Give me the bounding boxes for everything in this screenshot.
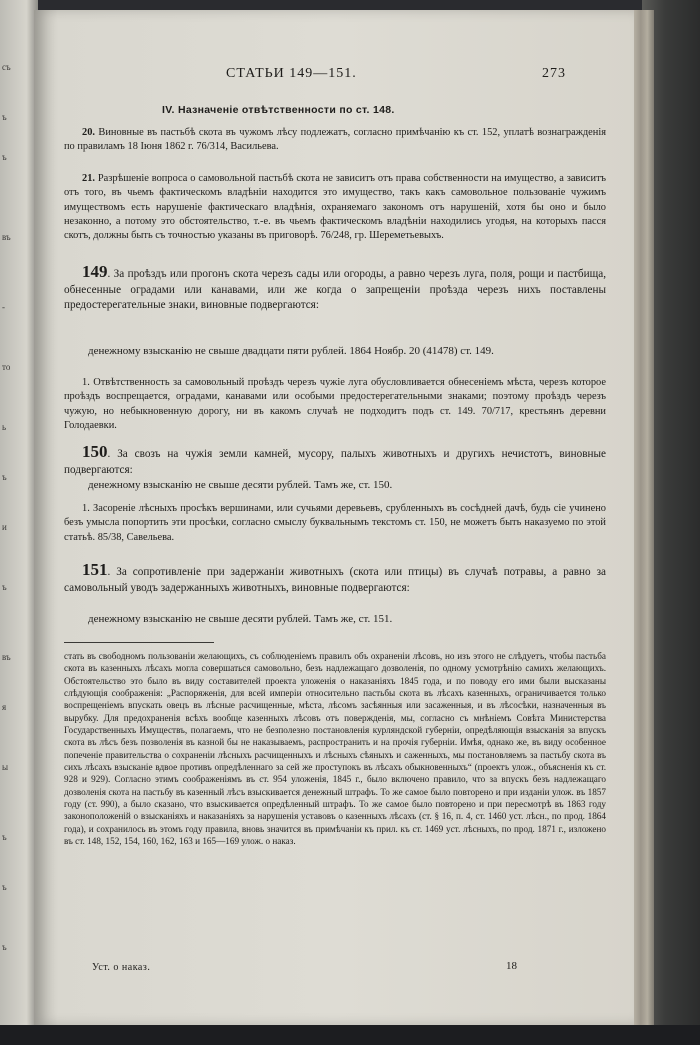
left-page-fragment: ь	[2, 422, 7, 432]
left-page-fragment: съ	[2, 62, 11, 72]
article-number: 150	[82, 442, 108, 461]
left-page-edge	[0, 0, 38, 1045]
note-21	[64, 172, 606, 243]
left-page-fragment: ъ	[2, 832, 7, 842]
article-151-penalty: денежному взысканію не свыше десяти рублей. Тамъ же, ст. 151.	[88, 613, 393, 625]
page-number: 273	[542, 66, 566, 81]
article-149-note-1	[64, 376, 606, 433]
left-page-fragment: ъ	[2, 112, 7, 122]
note-text: Разрѣшеніе вопроса о самовольной пастьбѣ скота не зависитъ отъ права собственности на имущество, а зависитъ отъ того, въ чьемъ фактическомъ владѣніи находится это имущество, такъ какъ самовольное пользованіе чужимъ имуществомъ есть нарушеніе фактическаго владѣнія, охраняемаго закономъ отъ нарушеній, хотя бы оно и было незаконно, а потому это обстоятельство, т.-е. въ чьемъ фактическомъ владѣніи находились угодья, на которыхъ пасся скотъ, должны быть съ точностью указаны въ приговорѣ. 76/248, гр. Шереметьевыхъ.	[64, 173, 606, 242]
footnote-text: стать въ свободномъ пользованіи желающихъ, съ соблюденіемъ правилъ объ охраненіи лѣсовъ, но изъ этого не слѣдуетъ, чтобы пастьба скота въ казенныхъ лѣсахъ могла совершаться самовольно, безъ надлежащаго дозволенія, по одному усмотрѣнію самихъ желающихъ. Обстоятельство это было въ виду составителей проекта уложенія о наказаніяхъ 1845 года, и по поводу его ими были высказаны слѣдующія соображенія: „Распоряженія, для всей имперіи относительно пастьбы скота въ лѣсахъ казенныхъ, ограничивается только воспрещеніемъ впускать овецъ въ лѣсные расчищенные, мѣста, лѣсомъ засѣянныя или засаженныя, и въ лѣсосѣки, назначенныя въ вырубку. Для предохраненія всѣхъ вообще казенныхъ лѣсовъ отъ повержденія, мы, согласно съ мнѣніемъ Совѣта Министерства Государственныхъ Имуществъ, полагаемъ, что не безполезно постановленія курляндской губерніи, опредѣляющія взысканія за впускъ скота въ лѣсъ безъ позволенія въ казной бы не наказываемъ, распространить и на прочія губерніи. Имѣя, однако же, въ виду особенное попеченіе правительства о сохраненіи лѣсныхъ расчищенныхъ и лѣсныхъ сѣяныхъ и саженныхъ, мы постановляемъ за пастьбу скота въ сихъ лѣсахъ взысканіе вдвое противъ опредѣленнаго за сей же проступокъ въ лѣсахъ обыкновенныхъ“ (проектъ улож., объясненія къ ст. 928 и 929). Согласно этимъ соображеніямъ въ ст. 954 уложенія, 1845 г., было включено правило, что за впускъ безъ надлежащаго дозволенія скота на пастьбу въ казенный лѣсъ взыскивается денежный штрафъ. То же самое было повторено и при изданіи улож. въ 1857 году (ст. 990), а было сказано, что взыскивается опредѣленный штрафъ. То же самое было повторено и при пересмотрѣ въ 1863 году законоположеній о взысканіяхъ и наказаніяхъ за нарушенія уставовъ о казенныхъ лѣсахъ (ст. § 16, п. 4, ст. 1460 уст. лѣсн., по прод. 1864 года), и сохранилось въ этомъ году правила, вновь значится въ примѣчаніи къ прил. къ ст. 1469 уст. лѣсныхъ, по прод. 1871 г., изложено въ ст. 148, 152, 154, 160, 162, 163 и 165—169 улож. о наказ.	[64, 651, 606, 847]
note-text: Виновные въ пастьбѣ скота въ чужомъ лѣсу подлежатъ, согласно примѣчанію къ ст. 152, уплатѣ вознагражденія по правиламъ 18 Іюня 1862 г. 76/314, Васильева.	[64, 127, 606, 153]
left-page-fragment: въ	[2, 652, 11, 662]
article-text: . За свозъ на чужія земли камней, мусору, палыхъ животныхъ и другихъ нечистотъ, виновные подвергаются:	[64, 448, 606, 476]
note-number: 20.	[82, 127, 95, 138]
article-text: . За сопротивленіе при задержаніи животныхъ (скота или птицы) въ случаѣ потравы, а равно за самовольный уводъ задержанныхъ животныхъ, виновные подвергаются:	[64, 566, 606, 594]
left-page-fragment: ъ	[2, 472, 7, 482]
book-page	[34, 10, 634, 1025]
left-page-fragment: ы	[2, 762, 9, 772]
left-page-fragment: въ	[2, 232, 11, 242]
note-text: Отвѣтственность за самовольный проѣздъ черезъ чужіе луга обусловливается обнесеніемъ мѣста, черезъ которое проѣздъ воспрещается, оградами, канавами или особыми предостерегательными знаками; поэтому проѣздъ черезъ чужую, но небыкновенную дорогу, ни въ какомъ случаѣ не подходитъ подъ ст. 149. 70/717, крестьянъ деревни Голодаевки.	[64, 377, 606, 431]
running-header-title: СТАТЬИ 149—151.	[226, 66, 357, 81]
note-number: 1.	[82, 503, 90, 514]
footnote-rule	[64, 642, 214, 643]
article-number: 151	[82, 560, 108, 579]
article-151	[64, 562, 606, 596]
article-text: . За проѣздъ или прогонъ скота черезъ сады или огороды, а равно черезъ луга, поля, рощи и пастбища, обнесенные оградами или канавами, или же когда о запрещеніи проѣзда черезъ нихъ поставлены предостерегательные знаки, виновные подвергаются:	[64, 268, 606, 311]
article-number: 149	[82, 262, 108, 281]
footer-signature: Уст. о наказ.	[92, 962, 151, 973]
left-page-fragment: то	[2, 362, 11, 372]
article-150-note-1	[64, 502, 606, 545]
left-page-fragment: я	[2, 702, 7, 712]
article-149	[64, 264, 606, 314]
section-heading: IV. Назначеніе отвѣтственности по ст. 148.	[162, 104, 395, 116]
left-page-fragment: ъ	[2, 152, 7, 162]
footer-sheet-number: 18	[506, 960, 517, 972]
note-text: Засореніе лѣсныхъ просѣкъ вершинами, или сучьями деревьевъ, срубленныхъ въ сосѣдней дачѣ, будь сіе учинено безъ умысла попортить эти просѣки, согласно смыслу буквальнымъ текстомъ ст. 150, не можетъ быть наказуемо по этой статьѣ. 85/38, Савельева.	[64, 503, 606, 543]
article-150-penalty: денежному взысканію не свыше десяти рублей. Тамъ же, ст. 150.	[88, 479, 393, 491]
bottom-shadow	[0, 1025, 700, 1045]
left-page-fragment: -	[2, 302, 5, 312]
note-number: 21.	[82, 173, 95, 184]
left-page-fragment: ъ	[2, 942, 7, 952]
left-page-fragment: ъ	[2, 582, 7, 592]
page-stack-edge	[632, 10, 654, 1025]
article-149-penalty: денежному взысканію не свыше двадцати пяти рублей. 1864 Ноябр. 20 (41478) ст. 149.	[88, 345, 494, 357]
note-number: 1.	[82, 377, 90, 388]
left-page-fragment: и	[2, 522, 7, 532]
left-page-fragment: ъ	[2, 882, 7, 892]
note-20	[64, 126, 606, 155]
article-150	[64, 444, 606, 478]
